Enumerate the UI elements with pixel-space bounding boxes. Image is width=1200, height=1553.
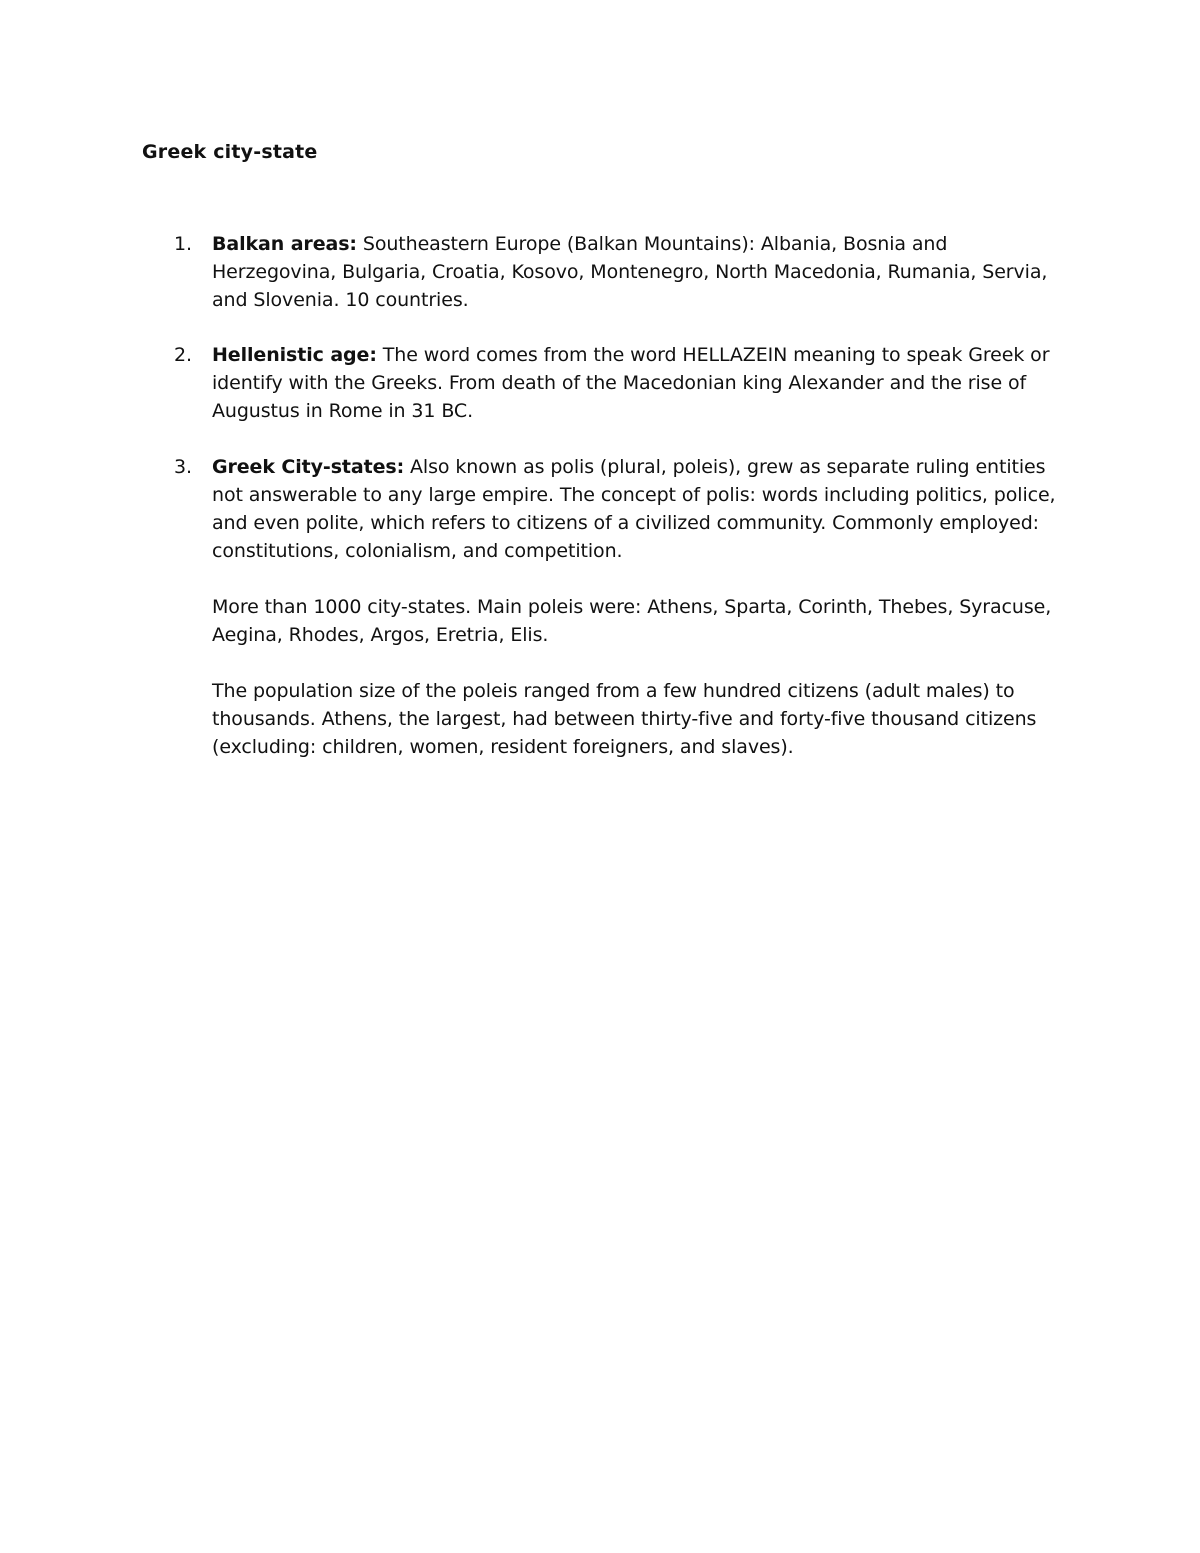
list-item — [174, 341, 1074, 425]
list-item-text: Southeastern Europe (Balkan Mountains): Albania, Bosnia and Herzegovina, Bulgaria, Croatia, Kosovo, Montenegro, North Macedonia, Rumania, Servia, and Slovenia. 10 countries. — [212, 233, 1048, 311]
list-item-number: 2. — [174, 344, 192, 366]
list-item-body — [212, 341, 1074, 425]
list-item — [174, 453, 1074, 761]
list-item-extra-paragraph: The population size of the poleis ranged from a few hundred citizens (adult males) to thousands. Athens, the largest, had between thirty-five and forty-five thousand citizens (excluding: children, women, resident foreigners, and slaves). — [212, 680, 1037, 758]
list-item-term: Hellenistic age: — [212, 344, 377, 366]
list-item-body — [212, 230, 1074, 314]
list-item-paragraph — [212, 341, 1074, 425]
list-item-number: 3. — [174, 456, 192, 478]
list-item-term: Balkan areas: — [212, 233, 357, 255]
list-item-text: The word comes from the word HELLAZEIN meaning to speak Greek or identify with the Greeks. From death of the Macedonian king Alexander and the rise of Augustus in Rome in 31 BC. — [212, 344, 1050, 422]
list-item-number: 1. — [174, 233, 192, 255]
list-item-text: Also known as polis (plural, poleis), grew as separate ruling entities not answerable to any large empire. The concept of polis: words including politics, police, and even polite, which refers to citizens of a civilized community. Commonly employed: constitutions, colonialism, and competition. — [212, 456, 1056, 562]
list-item — [174, 230, 1074, 314]
list-item-paragraph — [212, 230, 1074, 314]
list-item-body — [212, 453, 1074, 761]
list-item-term: Greek City-states: — [212, 456, 405, 478]
list-item-paragraph — [212, 453, 1074, 565]
document-title: Greek city-state — [142, 141, 318, 163]
list-item-extra-paragraph: More than 1000 city-states. Main poleis were: Athens, Sparta, Corinth, Thebes, Syracuse, Aegina, Rhodes, Argos, Eretria, Elis. — [212, 596, 1052, 646]
